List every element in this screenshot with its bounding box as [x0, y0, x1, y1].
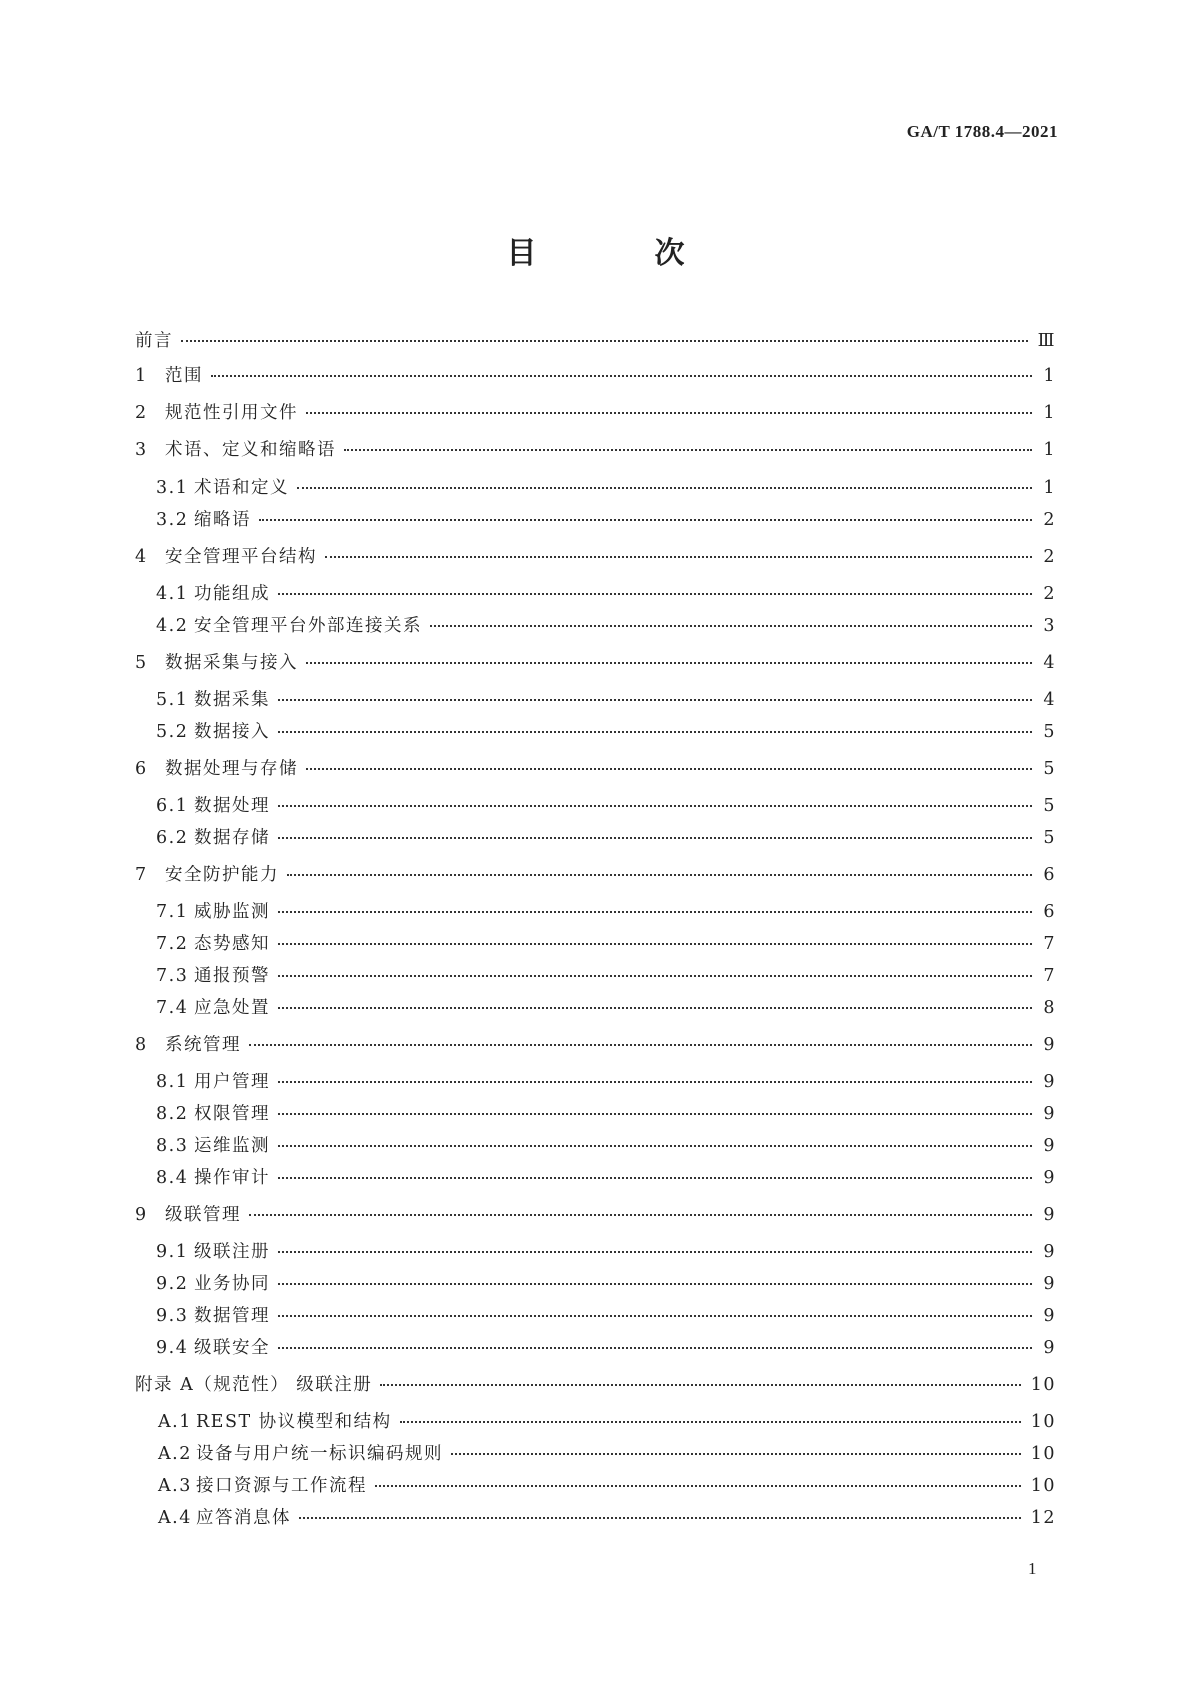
toc-entry-number: 9.3	[156, 1306, 189, 1326]
toc-entry-title: 数据管理	[194, 1306, 270, 1326]
toc-entry[interactable]	[135, 962, 1056, 987]
toc-entry-number: 5.2	[156, 722, 189, 742]
toc-leader-dots	[306, 661, 1032, 664]
toc-entry[interactable]	[135, 1238, 1056, 1263]
toc-entry-title: 数据采集与接入	[165, 653, 298, 673]
toc-leader-dots	[375, 1484, 1021, 1487]
toc-entry-page: 2	[1043, 510, 1056, 530]
toc-entry-number: A.2	[158, 1444, 192, 1464]
toc-entry-number: A.1	[158, 1412, 192, 1432]
toc-entry-page: 9	[1043, 1306, 1056, 1326]
toc-leader-dots	[278, 1282, 1032, 1285]
toc-leader-dots	[249, 1043, 1032, 1046]
toc-entry-title: 态势感知	[194, 934, 270, 954]
toc-leader-dots	[380, 1383, 1020, 1386]
toc-entry[interactable]	[135, 612, 1056, 637]
toc-leader-dots	[278, 942, 1032, 945]
toc-entry-number: 7	[135, 865, 148, 885]
toc-entry-number: 7.4	[156, 998, 189, 1018]
toc-entry-title: 操作审计	[194, 1168, 270, 1188]
toc-leader-dots	[278, 1346, 1032, 1349]
toc-entry-title: 级联管理	[165, 1205, 241, 1225]
toc-leader-dots	[278, 1006, 1032, 1009]
toc-entry[interactable]	[135, 1068, 1056, 1093]
toc-entry[interactable]	[135, 580, 1056, 605]
toc-entry[interactable]	[135, 1371, 1056, 1396]
toc-entry-page: 5	[1043, 759, 1056, 779]
toc-leader-dots	[249, 1213, 1032, 1216]
toc-entry[interactable]	[135, 1031, 1056, 1056]
toc-entry-title: 安全防护能力	[165, 865, 279, 885]
toc-leader-dots	[278, 1176, 1032, 1179]
toc-entry[interactable]	[135, 474, 1056, 499]
toc-entry[interactable]	[135, 861, 1056, 886]
toc-entry-page: 10	[1030, 1412, 1056, 1432]
toc-entry-number: 2	[135, 403, 148, 423]
toc-entry[interactable]	[135, 1132, 1056, 1157]
toc-entry-title: 通报预警	[194, 966, 270, 986]
toc-entry[interactable]	[135, 399, 1056, 424]
toc-entry-page: 3	[1043, 616, 1056, 636]
toc-entry-page: 9	[1043, 1168, 1056, 1188]
toc-leader-dots	[278, 698, 1032, 701]
toc-entry-page: 9	[1043, 1035, 1056, 1055]
toc-entry-number: 3.1	[156, 478, 189, 498]
toc-entry-page: 5	[1043, 828, 1056, 848]
toc-entry-number: 8.4	[156, 1168, 189, 1188]
toc-entry-number: 9.4	[156, 1338, 189, 1358]
toc-entry-page: 7	[1043, 934, 1056, 954]
toc-leader-dots	[278, 804, 1032, 807]
toc-entry-page: 10	[1030, 1375, 1056, 1395]
toc-entry[interactable]	[135, 755, 1056, 780]
toc-entry-title: 接口资源与工作流程	[196, 1476, 367, 1496]
toc-entry-title: 数据采集	[194, 690, 270, 710]
page-number: 1	[1028, 1559, 1037, 1578]
toc-entry-number: 4.2	[156, 616, 189, 636]
toc-entry-page: 12	[1030, 1508, 1056, 1528]
toc-leader-dots	[325, 555, 1032, 558]
toc-entry-number: 8.2	[156, 1104, 189, 1124]
toc-leader-dots	[278, 730, 1032, 733]
toc-entry-title: 附录 A（规范性） 级联注册	[135, 1375, 373, 1395]
toc-entry-number: 5.1	[156, 690, 189, 710]
toc-entry-title: 应急处置	[194, 998, 270, 1018]
toc-entry-title: 数据接入	[194, 722, 270, 742]
toc-entry-number: 4.1	[156, 584, 189, 604]
toc-title: 目 次	[506, 236, 729, 271]
toc-entry-page: 6	[1043, 902, 1056, 922]
toc-entry-page: 10	[1030, 1444, 1056, 1464]
toc-leader-dots	[344, 448, 1032, 451]
toc-entry[interactable]	[135, 1440, 1056, 1465]
toc-entry[interactable]	[135, 1408, 1056, 1433]
toc-entry-number: 8	[135, 1035, 148, 1055]
toc-entry-number: 3	[135, 440, 148, 460]
toc-entry-page: 9	[1043, 1136, 1056, 1156]
toc-leader-dots	[306, 411, 1032, 414]
toc-entry-number: 7.3	[156, 966, 189, 986]
toc-entry[interactable]	[135, 1302, 1056, 1327]
toc-entry-number: 8.3	[156, 1136, 189, 1156]
toc-entry[interactable]	[135, 898, 1056, 923]
toc-entry-number: 7.2	[156, 934, 189, 954]
toc-entry-number: A.3	[158, 1476, 192, 1496]
toc-leader-dots	[278, 910, 1032, 913]
toc-entry-number: 3.2	[156, 510, 189, 530]
toc-entry-title: 范围	[165, 366, 203, 386]
toc-entry-number: 9	[135, 1205, 148, 1225]
toc-leader-dots	[278, 1314, 1032, 1317]
toc-entry[interactable]	[135, 1201, 1056, 1226]
toc-leader-dots	[278, 1080, 1032, 1083]
toc-entry-number: 6.2	[156, 828, 189, 848]
toc-entry-page: 9	[1043, 1242, 1056, 1262]
toc-leader-dots	[306, 767, 1032, 770]
toc-entry-title: REST 协议模型和结构	[196, 1412, 392, 1432]
toc-entry-page: 2	[1043, 584, 1056, 604]
toc-entry-title: 安全管理平台结构	[165, 547, 317, 567]
toc-entry-page: 8	[1043, 998, 1056, 1018]
toc-entry-number: 6	[135, 759, 148, 779]
toc-entry[interactable]	[135, 1472, 1056, 1497]
toc-entry-title: 规范性引用文件	[165, 403, 298, 423]
toc-entry-number: A.4	[158, 1508, 192, 1528]
toc-entry-page: 4	[1043, 653, 1056, 673]
toc-leader-dots	[297, 486, 1032, 489]
toc-entry-title: 权限管理	[194, 1104, 270, 1124]
toc-entry-title: 运维监测	[194, 1136, 270, 1156]
toc-entry-title: 术语和定义	[194, 478, 289, 498]
toc-entry-page: 5	[1043, 796, 1056, 816]
toc-entry-title: 术语、定义和缩略语	[165, 440, 336, 460]
toc-leader-dots	[181, 339, 1028, 342]
toc-entry-title: 应答消息体	[196, 1508, 291, 1528]
toc-entry-page: 9	[1043, 1338, 1056, 1358]
toc-entry[interactable]	[135, 1164, 1056, 1189]
toc-entry[interactable]	[135, 362, 1056, 387]
toc-entry-title: 数据处理与存储	[165, 759, 298, 779]
toc-leader-dots	[400, 1420, 1021, 1423]
toc-entry-title: 设备与用户统一标识编码规则	[196, 1444, 443, 1464]
toc-entry[interactable]	[135, 1270, 1056, 1295]
toc-entry-title: 级联安全	[194, 1338, 270, 1358]
toc-leader-dots	[451, 1452, 1021, 1455]
toc-entry-page: 9	[1043, 1205, 1056, 1225]
toc-entry[interactable]	[135, 686, 1056, 711]
toc-leader-dots	[278, 1144, 1032, 1147]
toc-entry[interactable]	[135, 994, 1056, 1019]
toc-leader-dots	[278, 592, 1032, 595]
toc-entry-number: 7.1	[156, 902, 189, 922]
toc-entry-number: 9.2	[156, 1274, 189, 1294]
toc-entry-title: 业务协同	[194, 1274, 270, 1294]
toc-entry[interactable]	[135, 824, 1056, 849]
toc-entry[interactable]	[135, 649, 1056, 674]
toc-leader-dots	[259, 518, 1032, 521]
toc-entry-number: 8.1	[156, 1072, 189, 1092]
toc-entry-title: 缩略语	[194, 510, 251, 530]
toc-leader-dots	[287, 873, 1032, 876]
toc-entry-page: Ⅲ	[1037, 331, 1056, 351]
toc-entry-page: 2	[1043, 547, 1056, 567]
toc-entry-number: 6.1	[156, 796, 189, 816]
toc-entry-page: 10	[1030, 1476, 1056, 1496]
toc-entry-number: 9.1	[156, 1242, 189, 1262]
toc-entry-title: 安全管理平台外部连接关系	[194, 616, 422, 636]
toc-entry[interactable]	[135, 1504, 1056, 1529]
toc-entry-title: 威胁监测	[194, 902, 270, 922]
toc-entry[interactable]	[135, 436, 1056, 461]
toc-entry[interactable]	[135, 327, 1056, 352]
toc-entry-page: 1	[1043, 403, 1056, 423]
toc-entry-page: 7	[1043, 966, 1056, 986]
toc-entry-title: 级联注册	[194, 1242, 270, 1262]
toc-entry-page: 9	[1043, 1104, 1056, 1124]
toc-entry[interactable]	[135, 506, 1056, 531]
toc-leader-dots	[278, 974, 1032, 977]
toc-entry-number: 1	[135, 366, 148, 386]
toc-entry-page: 9	[1043, 1274, 1056, 1294]
toc-entry-title: 用户管理	[194, 1072, 270, 1092]
toc-entry-page: 1	[1043, 478, 1056, 498]
toc-leader-dots	[430, 624, 1032, 627]
toc-entry-title: 前言	[135, 331, 173, 351]
toc-leader-dots	[211, 374, 1032, 377]
toc-leader-dots	[299, 1516, 1021, 1519]
toc-entry[interactable]	[135, 1334, 1056, 1359]
toc-entry-page: 9	[1043, 1072, 1056, 1092]
toc-entry-page: 4	[1043, 690, 1056, 710]
toc-entry-page: 5	[1043, 722, 1056, 742]
toc-entry-title: 数据处理	[194, 796, 270, 816]
toc-entry[interactable]	[135, 1100, 1056, 1125]
standard-code: GA/T 1788.4—2021	[906, 122, 1058, 141]
toc-entry-page: 1	[1043, 440, 1056, 460]
toc-entry-page: 6	[1043, 865, 1056, 885]
toc-entry[interactable]	[135, 930, 1056, 955]
toc-leader-dots	[278, 1112, 1032, 1115]
toc-entry-number: 5	[135, 653, 148, 673]
toc-entry-title: 系统管理	[165, 1035, 241, 1055]
toc-entry-title: 数据存储	[194, 828, 270, 848]
toc-entry-title: 功能组成	[194, 584, 270, 604]
toc-leader-dots	[278, 1250, 1032, 1253]
toc-entry[interactable]	[135, 543, 1056, 568]
toc-entry-page: 1	[1043, 366, 1056, 386]
toc-entry[interactable]	[135, 792, 1056, 817]
toc-entry-number: 4	[135, 547, 148, 567]
toc-entry[interactable]	[135, 718, 1056, 743]
toc-leader-dots	[278, 836, 1032, 839]
